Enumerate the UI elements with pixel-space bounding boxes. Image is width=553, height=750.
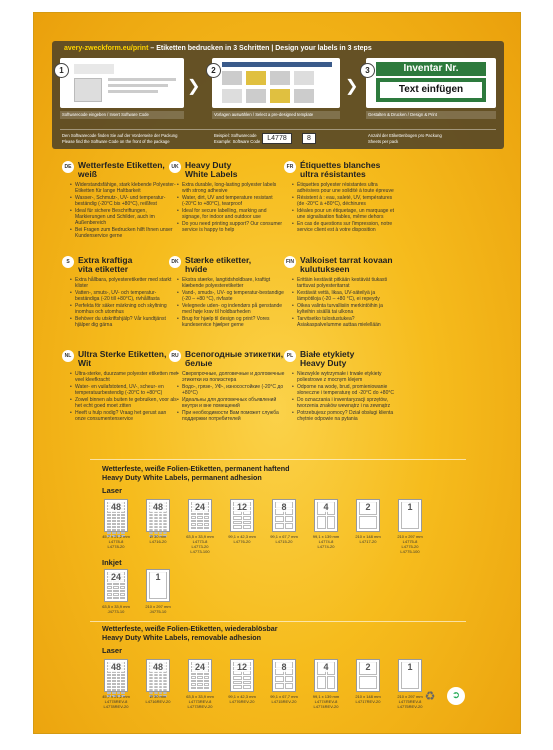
step-caption: Gestalten & Drucken / Design & Print: [368, 112, 437, 117]
product-dimensions: 99,1 x 139 mm: [312, 694, 340, 699]
feature-item: • Ekstra stærke, langtidsholdbare, kraftigt klæbende polyesteretiketter: [177, 277, 285, 289]
feature-item: • En cas de questions sur l'impression, notre service client est à votre disposition: [292, 221, 400, 233]
product-dimensions: 210 x 297 mm: [145, 604, 171, 609]
feature-item: • Étiquettes polyester résistantes ultra adhésives pour une solidité à toute épreuve: [292, 182, 400, 194]
feature-item: • Идеальны для долговечных объявлений внутри и вне помещений: [177, 397, 285, 409]
sheets-per-pack-note: Anzahl der Etikettenbogen pro Packung Sheets per pack: [368, 133, 442, 144]
product-codes: L4776REV-20: [229, 699, 255, 704]
label-sheet-thumbnail: [314, 499, 338, 532]
feature-item: • Idéales pour un étiquetage, un marquage et une signalisation fiables, même dehors: [292, 208, 400, 220]
language-code-badge: RU: [169, 350, 181, 362]
labels-per-sheet: 1: [402, 662, 418, 672]
green-dot-icon: ➲: [447, 687, 465, 705]
product-codes: L4716-20: [149, 539, 167, 544]
feature-item: • Do you need printing support? Our consumer service is happy to help: [177, 221, 285, 233]
chevron-right-icon: ❯: [345, 78, 359, 95]
feature-item: • Behöver du utskriftshjälp? Vår kundtjänst hjälper dig gärna: [70, 316, 178, 328]
product-codes: L4774REV-8 L4774REV-20: [313, 699, 339, 709]
product-dimensions: 45,7 x 21,2 mm: [102, 694, 130, 699]
feature-item: • Oikea valinta turvallisiin merkintöihin ja kylteihin sisällä tai ulkona: [292, 303, 400, 315]
feature-item: • Erittäin kestävät pitkään kestävät tiukasti tarttuvat polyesteritarrat: [292, 277, 400, 289]
language-code-badge: UK: [169, 161, 181, 173]
banner-tagline: – Etiketten bedrucken in 3 Schritten | Design your labels in 3 steps: [148, 45, 372, 52]
product-codes: L4778-8 L4778-20: [107, 539, 125, 549]
banner-title: [64, 45, 372, 52]
feature-item: • Водо-, грязе-, УФ-, износостойкие (-20°C до +80°C): [177, 384, 285, 396]
product-codes: L4717REV-20: [355, 699, 381, 704]
label-sheet-thumbnail: [146, 569, 170, 602]
labels-per-sheet: 12: [234, 502, 250, 512]
product-dimensions: 99,1 x 42,3 mm: [228, 534, 256, 539]
language-code-badge: FIN: [284, 256, 296, 268]
labels-per-sheet: 24: [108, 572, 124, 582]
feature-item: • Kestävät vettä, likaa, UV-säteilyä ja lämpötiloja (-20 – +80 °C), ei repeydy: [292, 290, 400, 302]
feature-item: • Bei Fragen zum Bedrucken hilft Ihnen unser Kundenservice gerne: [70, 227, 178, 239]
labels-per-sheet: 2: [360, 662, 376, 672]
feature-list: [177, 371, 285, 423]
label-sheet-thumbnail: [230, 659, 254, 692]
labels-per-sheet: 4: [318, 662, 334, 672]
language-title: Ultra Sterke Etiketten, Wit: [78, 349, 167, 368]
product-codes: L4715-20: [275, 539, 293, 544]
labels-per-sheet: 24: [192, 502, 208, 512]
label-sheet-thumbnail: [398, 659, 422, 692]
labels-per-sheet: 24: [192, 662, 208, 672]
step-1-screenshot: [60, 58, 184, 108]
language-title: Wetterfeste Etiketten, weiß: [78, 160, 165, 179]
product-dimensions: 99,1 x 67,7 mm: [270, 534, 298, 539]
feature-item: • Vatten-, smuts-, UV- och temperatur-beständiga (-20 till +80°C), rivhållfasta: [70, 290, 178, 302]
feature-item: • Do oznaczania i inwentaryzacji sprzętów, tworzenia znaków wewnątrz i na zewnątrz: [292, 397, 400, 409]
step-number: 2: [206, 63, 221, 78]
permanent-section-title: Wetterfeste, weiße Folien-Etiketten, permanent haftend Heavy Duty White Labels, permanent adhesion: [102, 464, 290, 482]
banner-url: avery-zweckform.eu/print: [64, 45, 149, 52]
feature-item: • Brug for hjælp til design og print? Vores kundeservice hjælper gerne: [177, 316, 285, 328]
language-code-badge: PL: [284, 350, 296, 362]
product-dimensions: 210 x 148 mm: [355, 534, 381, 539]
product-dimensions: 63,5 x 33,9 mm: [102, 604, 130, 609]
feature-item: • Tarvitsetko tulostustukea? Asiakaspalvelumme auttaa mielellään: [292, 316, 400, 328]
software-code-box: L4778: [262, 133, 292, 144]
labels-per-sheet: 8: [276, 502, 292, 512]
feature-list: [292, 371, 400, 423]
laser-heading: Laser: [102, 646, 123, 655]
language-code-badge: S: [62, 256, 74, 268]
step-2-screenshot: [212, 58, 340, 108]
feature-item: • Extra hållbara, polyesteretiketter med starkt klister: [70, 277, 178, 289]
feature-item: • Odporne na wodę, brud, promieniowanie słoneczne i temperaturę od -20°C do +80°C: [292, 384, 400, 396]
product-dimensions: 210 x 148 mm: [355, 694, 381, 699]
step-3-screenshot: [366, 58, 496, 108]
label-sheet-thumbnail: [356, 499, 380, 532]
product-dimensions: 210 x 297 mm: [397, 534, 423, 539]
product-dimensions: Ø 30 mm: [149, 694, 167, 699]
product-codes: J4775-10: [149, 609, 167, 614]
feature-item: • Heeft u hulp nodig? Vraag het gerust aan onze consumentenservice: [70, 410, 178, 422]
step-number: 1: [54, 63, 69, 78]
language-title: Extra kraftiga vita etiketter: [78, 255, 133, 274]
feature-item: • Vand-, smuds-, UV- og temperatur-bestandige (-20 – +80 °C), rivfaste: [177, 290, 285, 302]
chevron-right-icon: ❯: [187, 78, 201, 95]
label-sheet-thumbnail: [146, 659, 170, 692]
language-code-badge: DE: [62, 161, 74, 173]
feature-item: • Potrzebujesz pomocy? Dział obsługi klienta chętnie odpowie na pytania: [292, 410, 400, 422]
feature-list: [70, 182, 178, 240]
label-sheet-thumbnail: [398, 499, 422, 532]
product-dimensions: 99,1 x 42,3 mm: [228, 694, 256, 699]
inkjet-heading: Inkjet: [102, 558, 122, 567]
label-sheet-thumbnail: [104, 499, 128, 532]
product-codes: L4776-20: [233, 539, 251, 544]
language-code-badge: FR: [284, 161, 296, 173]
feature-item: • Ideal for secure labelling, marking and signage, for indoor and outdoor use: [177, 208, 285, 220]
three-step-banner: [52, 41, 504, 149]
inventory-label-line1: Inventar Nr.: [376, 62, 486, 76]
feature-item: • При необходимости Вам поможет служба поддержки потребителей: [177, 410, 285, 422]
product-codes: J4773-10: [107, 609, 125, 614]
product-dimensions: Ø 30 mm: [149, 534, 167, 539]
language-title: Heavy Duty White Labels: [185, 160, 238, 179]
product-dimensions: 63,5 x 33,9 mm: [186, 534, 214, 539]
feature-item: • Velegnede uden- og indendørs på genstande med høje krav til holdbarheden: [177, 303, 285, 315]
feature-item: • Widerstandsfähige, stark klebende Polyester-Etiketten für lange Haltbarkeit: [70, 182, 178, 194]
product-codes: L4775-8 L4775-20 L4775-100: [400, 539, 420, 554]
label-sheet-thumbnail: [272, 659, 296, 692]
labels-per-sheet: 8: [276, 662, 292, 672]
feature-item: • Сверхпрочные, долговечные и долговечные этикетки из полиэстера: [177, 371, 285, 383]
feature-item: • Water- en vuilafstotend, UV-, scheur- en temperatuurbestendig (-20°C to +80°C): [70, 384, 178, 396]
labels-per-sheet: 48: [150, 662, 166, 672]
product-dimensions: 45,7 x 21,2 mm: [102, 534, 130, 539]
label-sheet-thumbnail: [272, 499, 296, 532]
label-sheet-thumbnail: [230, 499, 254, 532]
feature-item: • Ideal für sichere Beschriftungen, Markierungen und Schilder, auch im Außenbereich: [70, 208, 178, 227]
step-number: 3: [360, 63, 375, 78]
label-sheet-thumbnail: [104, 659, 128, 692]
product-codes: L4775REV-8 L4775REV-20: [397, 699, 423, 709]
label-sheet-thumbnail: [146, 499, 170, 532]
code-example-note: Beispiel: Softwarecode Example: Software Code: [214, 133, 261, 144]
feature-item: • Résistent à : eau, saleté, UV, températures (de -20°C à +80°C), déchirures: [292, 195, 400, 207]
product-sheet: [33, 12, 521, 734]
labels-per-sheet: 48: [108, 662, 124, 672]
product-codes: L4778REV-8 L4778REV-20: [103, 699, 129, 709]
step-caption: Vorlagen auswählen / Select a pre-designed template: [214, 112, 314, 117]
recycle-icon: ♻: [424, 689, 436, 703]
product-codes: L4715REV-20: [271, 699, 297, 704]
labels-per-sheet: 2: [360, 502, 376, 512]
label-sheet-thumbnail: [356, 659, 380, 692]
product-codes: L4717-20: [359, 539, 377, 544]
labels-per-sheet: 48: [108, 502, 124, 512]
language-code-badge: DK: [169, 256, 181, 268]
labels-per-sheet: 48: [150, 502, 166, 512]
product-dimensions: 99,1 x 139 mm: [312, 534, 340, 539]
feature-list: [70, 277, 178, 329]
feature-item: • Ultra-sterke, duurzame polyester etiketten met veel kleefkracht: [70, 371, 178, 383]
product-codes: L4773-8 L4773-20 L4773-100: [190, 539, 210, 554]
feature-list: [177, 182, 285, 234]
product-codes: L4773REV-8 L4773REV-20: [187, 699, 213, 709]
feature-list: [292, 182, 400, 234]
label-sheet-thumbnail: [188, 499, 212, 532]
product-codes: L4716REV-20: [145, 699, 171, 704]
labels-per-sheet: 1: [402, 502, 418, 512]
label-sheet-thumbnail: [104, 569, 128, 602]
sheet-count-box: 8: [302, 133, 316, 144]
language-title: Всепогодные этикетки, белые: [185, 349, 284, 368]
product-codes: L4774-8 L4774-20: [317, 539, 335, 549]
feature-item: • Niezwykle wytrzymałe i trwałe etykiety poliestrowe z mocnym klejem: [292, 371, 400, 383]
feature-list: [70, 371, 178, 423]
language-title: Białe etykiety Heavy Duty: [300, 349, 355, 368]
inventory-label-line2: Text einfügen: [380, 82, 482, 98]
step-caption: Softwarecode eingeben / Insert Software Code: [62, 112, 149, 117]
label-sheet-thumbnail: [314, 659, 338, 692]
feature-item: • Extra durable, long-lasting polyester labels with strong adhesive: [177, 182, 285, 194]
feature-list: [177, 277, 285, 329]
language-code-badge: NL: [62, 350, 74, 362]
feature-item: • Zowel binnen als buiten te gebruiken, voor als het echt goed moet zitten: [70, 397, 178, 409]
laser-heading: Laser: [102, 486, 123, 495]
language-title: Étiquettes blanches ultra résistantes: [300, 160, 381, 179]
labels-per-sheet: 1: [150, 572, 166, 582]
removable-section-title: Wetterfeste, weiße Folien-Etiketten, wiederablösbar Heavy Duty White Labels, removable adhesion: [102, 624, 278, 642]
feature-item: • Water, dirt, UV and temperature resistant (-20°C to +80°C), tearproof: [177, 195, 285, 207]
product-dimensions: 210 x 297 mm: [397, 694, 423, 699]
label-sheet-thumbnail: [188, 659, 212, 692]
feature-item: • Perfekta för säker märkning och skyltning inomhus och utomhus: [70, 303, 178, 315]
product-dimensions: 63,5 x 33,9 mm: [186, 694, 214, 699]
language-title: Stærke etiketter, hvide: [185, 255, 252, 274]
code-location-note: Den Softwarecode finden Sie auf der Vorderseite der Packung Please find the Software Code on the front of the package: [62, 133, 178, 144]
language-title: Valkoiset tarrat kovaan kulutukseen: [300, 255, 393, 274]
labels-per-sheet: 4: [318, 502, 334, 512]
feature-item: • Wasser-, Schmutz-, UV- und temperatur-beständig (-20°C bis +80°C), reißfest: [70, 195, 178, 207]
product-dimensions: 99,1 x 67,7 mm: [270, 694, 298, 699]
feature-list: [292, 277, 400, 329]
labels-per-sheet: 12: [234, 662, 250, 672]
